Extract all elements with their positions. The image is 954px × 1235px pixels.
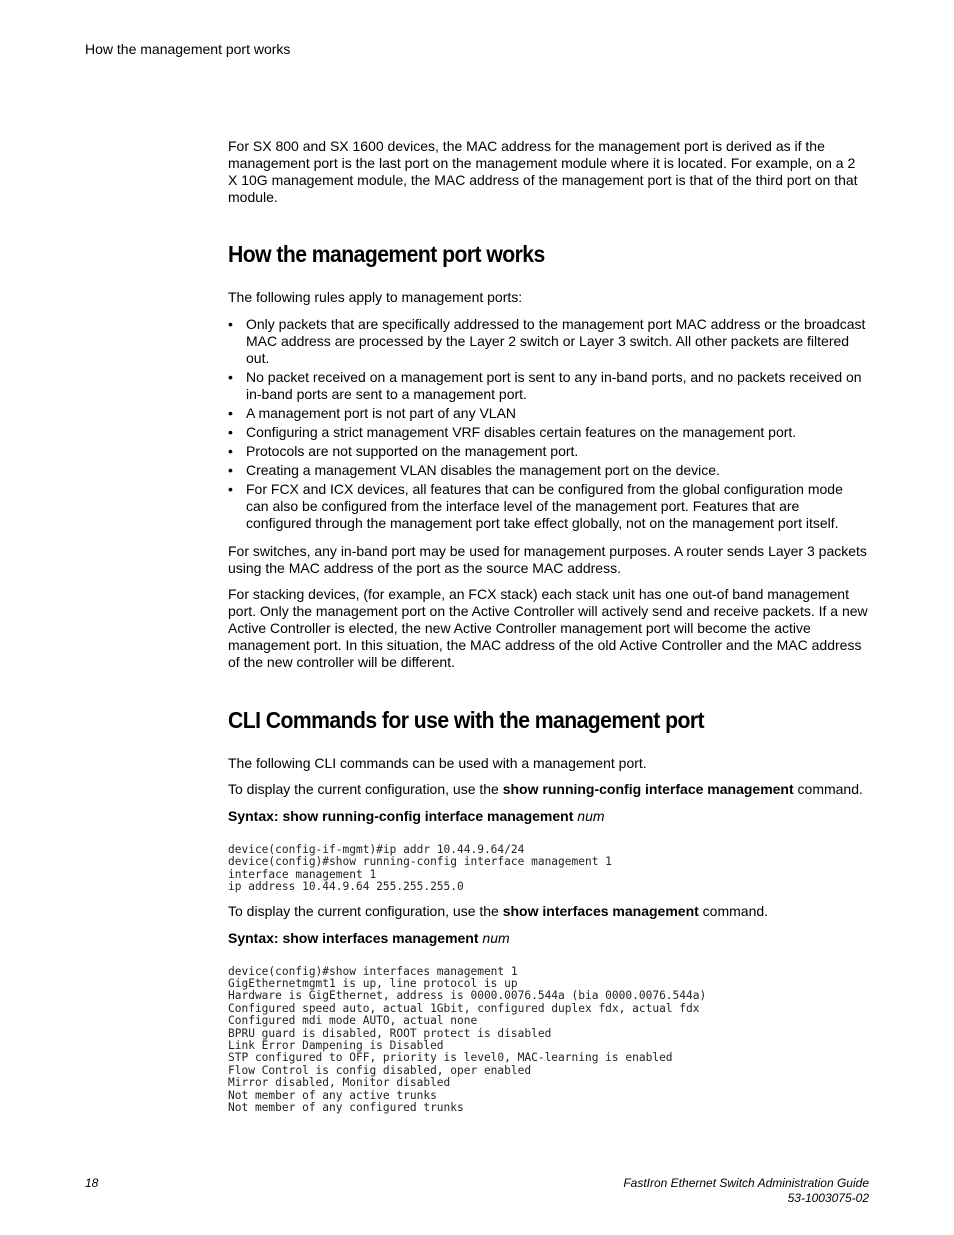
section-heading-cli-commands: CLI Commands for use with the management port (228, 707, 704, 733)
intro-paragraph: For SX 800 and SX 1600 devices, the MAC address for the management port is derived as if the management port is the last port on the management module where it is located. For example, on a 2 X 10G management module, the MAC address of the management port is that of the third port on that module. (228, 138, 858, 205)
bullet-icon: • (228, 369, 233, 385)
bullet-icon: • (228, 405, 233, 421)
interfaces-instruction: To display the current configuration, use the show interfaces management command. (228, 902, 769, 919)
bullet-icon: • (228, 316, 233, 332)
bullet-icon: • (228, 481, 233, 497)
stacking-paragraph: For stacking devices, (for example, an FCX stack) each stack unit has one out-of band management port. Only the management port on the Active Controller will actively send and receive packets. If a new Active Controller is elected, the new Active Controller management port will become the active management port. In this situation, the MAC address of the old Active Controller and the MAC address of the new controller will be different. (228, 586, 868, 670)
section-heading-management-port: How the management port works (228, 241, 545, 267)
cli-lead: The following CLI commands can be used with a management port. (228, 755, 647, 771)
syntax-line: Syntax: show running-config interface management num (228, 808, 605, 824)
list-item: • No packet received on a management port is sent to any in-band ports, and no packets received on in-band ports are sent to a management port. (228, 369, 862, 402)
bullet-icon: • (228, 443, 233, 459)
rules-list (228, 316, 868, 532)
footer-doc-info (623, 1176, 869, 1206)
page-content (228, 138, 868, 1124)
guide-title: FastIron Ethernet Switch Administration Guide (623, 1176, 869, 1190)
code-example-interfaces: device(config)#show interfaces management 1 GigEthernetmgmt1 is up, line protocol is up Hardware is GigEthernet, address is 0000.0076.544a (bia 0000.0076.544a) Configured speed auto, actual 1Gbit, configured duplex fdx, actual fdx Configured mdi mode AUTO, actual none BPRU guard is disabled, ROOT protect is disabled Link Error Dampening is Disabled STP configured to OFF, priority is level0, MAC-learning is enabled Flow Control is config disabled, oper enabled Mirror disabled, Monitor disabled Not member of any active trunks Not member of any configured trunks (228, 964, 707, 1115)
list-item: • Protocols are not supported on the management port. (228, 443, 579, 459)
command-name: show interfaces management (502, 902, 699, 919)
list-item: • A management port is not part of any VLAN (228, 405, 517, 421)
rules-lead: The following rules apply to management ports: (228, 289, 523, 305)
switches-paragraph: For switches, any in-band port may be used for management purposes. A router sends Layer 3 packets using the MAC address of the port as the source MAC address. (228, 543, 867, 576)
list-item: • Only packets that are specifically addressed to the management port MAC address or the broadcast MAC address are processed by the Layer 2 switch or Layer 3 switch. All other packets are filtered out. (228, 316, 866, 366)
list-item: • Creating a management VLAN disables the management port on the device. (228, 462, 720, 478)
running-header: How the management port works (85, 41, 291, 57)
bullet-icon: • (228, 462, 233, 478)
list-item: • For FCX and ICX devices, all features that can be configured from the global configuration mode can also be configured from the interface level of the management port. Features that are configured through the management port take effect globally, not on the management port itself. (228, 481, 843, 531)
bullet-icon: • (228, 424, 233, 440)
list-item: • Configuring a strict management VRF disables certain features on the management port. (228, 424, 797, 440)
command-name: show running-config interface management (502, 781, 794, 797)
doc-number: 53-1003075-02 (787, 1191, 869, 1205)
syntax-line: Syntax: show interfaces management num (228, 929, 510, 946)
code-example-running-config: device(config-if-mgmt)#ip addr 10.44.9.64/24 device(config)#show running-config interface management 1 interface management 1 ip address 10.44.9.64 255.255.255.0 (228, 843, 612, 894)
running-config-instruction: To display the current configuration, use the show running-config interface management command. (228, 781, 863, 797)
page-number: 18 (85, 1176, 99, 1190)
